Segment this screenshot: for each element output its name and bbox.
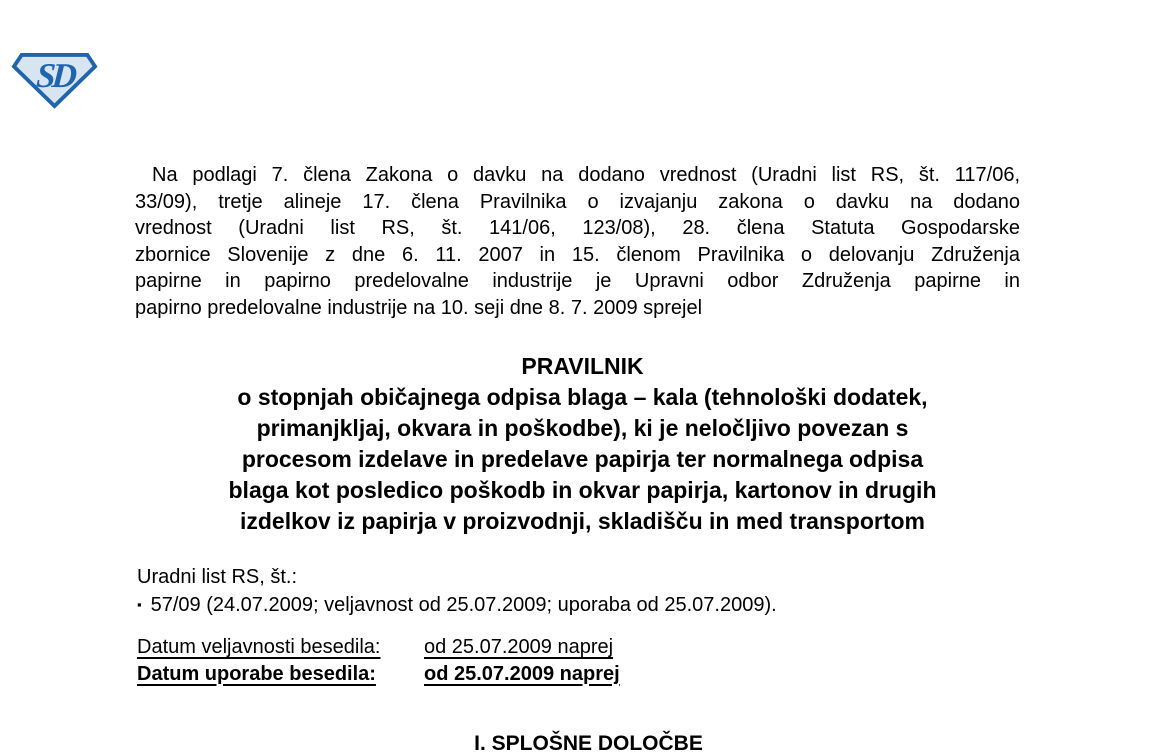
document-subtitle-line: izdelkov iz papirja v proizvodnji, skladišču in med transportom (239, 508, 926, 534)
gazette-item: 57/09 (24.07.2009; veljavnost od 25.07.2009; uporaba od 25.07.2009). (150, 593, 777, 616)
section-heading: I. SPLOŠNE DOLOČBE (474, 732, 703, 755)
date-validity-row (137, 634, 837, 661)
document-title: PRAVILNIK (521, 353, 644, 379)
date-validity-value: od 25.07.2009 naprej (424, 636, 614, 658)
gazette-block (137, 564, 1022, 620)
intro-line: zbornice Slovenije z dne 6. 11. 2007 in 15. členom Pravilnika o delovanju Združenja (135, 243, 1020, 266)
dates-block (137, 634, 837, 687)
logo-letters: SD (35, 55, 75, 95)
intro-line: vrednost (Uradni list RS, št. 141/06, 123/08), 28. člena Statuta Gospodarske (135, 217, 1020, 240)
intro-line: papirno predelovalne industrije na 10. seji dne 8. 7. 2009 sprejel (135, 296, 703, 319)
intro-line: Na podlagi 7. člena Zakona o davku na dodano vrednost (Uradni list RS, št. 117/06, (152, 164, 1020, 186)
date-usage-row (137, 661, 837, 688)
intro-line: papirne in papirno predelovalne industrije je Upravni odbor Združenja papirne in (135, 270, 1020, 293)
intro-paragraph (135, 162, 1020, 322)
date-usage-label: Datum uporabe besedila: (137, 662, 376, 685)
document-subtitle-line: o stopnjah običajnega odpisa blaga – kala (tehnološki dodatek, (237, 384, 928, 410)
sd-diamond-logo-icon (12, 52, 97, 108)
date-validity-label: Datum veljavnosti besedila: (137, 636, 381, 658)
document-subtitle-line: primanjkljaj, okvara in poškodbe), ki je neločljivo povezan s (256, 415, 909, 441)
intro-line: 33/09), tretje alineje 17. člena Pravilnika o izvajanju zakona o davku na dodano (135, 190, 1020, 213)
document-subtitle-line: blaga kot posledico poškodb in okvar papirja, kartonov in drugih (228, 477, 937, 503)
gazette-item-line (137, 592, 1022, 621)
document-subtitle-line: procesom izdelave in predelave papirja ter normalnega odpisa (241, 446, 924, 472)
square-bullet-icon: ▪ (137, 596, 142, 612)
date-usage-value: od 25.07.2009 naprej (424, 662, 620, 685)
gazette-label: Uradni list RS, št.: (137, 566, 298, 588)
title-block (135, 351, 1030, 537)
